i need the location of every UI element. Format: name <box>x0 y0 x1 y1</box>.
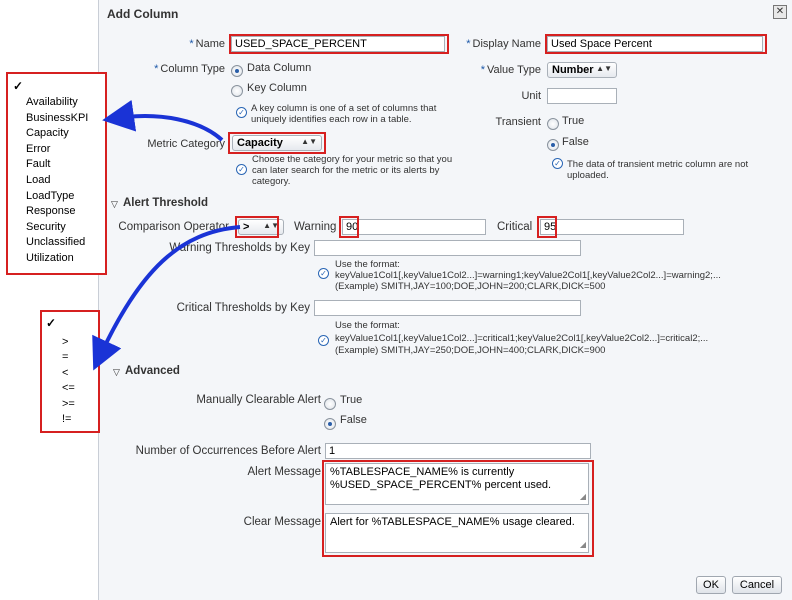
key-column-hint-2: uniquely identifies each row in a table. <box>251 114 412 125</box>
category-option[interactable]: Availability <box>26 96 78 108</box>
operator-option[interactable]: <= <box>62 382 75 394</box>
manually-clearable-false-label: False <box>340 414 367 426</box>
name-label-text: Name <box>195 38 225 50</box>
category-option[interactable]: Capacity <box>26 127 69 139</box>
warning-hint-3: (Example) SMITH,JAY=100;DOE,JOHN=200;CLARK,DICK=500 <box>335 281 606 292</box>
key-column-label: Key Column <box>247 82 307 94</box>
clear-message-label: Clear Message <box>243 516 321 528</box>
transient-hint: The data of transient metric column are not uploaded. <box>567 159 749 181</box>
category-option[interactable]: Error <box>26 143 51 155</box>
alert-message-line-1: %TABLESPACE_NAME% is currently <box>330 466 515 478</box>
updown-icon: ▲▼ <box>301 137 317 146</box>
ok-button[interactable]: OK <box>696 576 726 594</box>
operator-option[interactable]: = <box>62 351 69 363</box>
comparison-operator-value: > <box>243 221 250 233</box>
warning-hint-1: Use the format: <box>335 259 400 270</box>
metric-category-value: Capacity <box>237 137 283 149</box>
info-check-icon: ✓ <box>318 268 329 279</box>
cancel-button[interactable]: Cancel <box>732 576 782 594</box>
updown-icon: ▲▼ <box>596 64 612 73</box>
warning-label: Warning <box>294 221 337 233</box>
checkmark-icon: ✓ <box>46 316 57 330</box>
updown-icon: ▲▼ <box>263 221 279 230</box>
resize-grip-icon[interactable]: ◢ <box>579 492 586 501</box>
operator-option[interactable]: < <box>62 367 69 379</box>
display-name-label-text: Display Name <box>472 38 541 50</box>
collapse-triangle-icon[interactable]: ▽ <box>111 199 118 209</box>
checkmark-icon: ✓ <box>13 79 24 93</box>
required-marker: * <box>466 38 471 50</box>
data-column-label: Data Column <box>247 62 312 74</box>
collapse-triangle-icon[interactable]: ▽ <box>113 367 120 377</box>
info-check-icon: ✓ <box>318 335 329 346</box>
transient-label: Transient <box>495 116 541 128</box>
key-column-hint-1: A key column is one of a set of columns that <box>251 103 437 114</box>
alert-message-line-2: %USED_SPACE_PERCENT% percent used. <box>330 479 552 491</box>
metric-category-hint-3: category. <box>252 176 291 187</box>
display-name-input[interactable]: Used Space Percent <box>547 36 763 52</box>
warning-thresholds-by-key-label: Warning Thresholds by Key <box>169 242 310 254</box>
info-check-icon: ✓ <box>236 107 247 118</box>
comparison-operator-label: Comparison Operator <box>118 221 229 233</box>
metric-category-hint-1: Choose the category for your metric so that you <box>252 154 453 165</box>
category-option[interactable]: LoadType <box>26 190 75 202</box>
operator-option[interactable]: != <box>62 413 72 425</box>
resize-grip-icon[interactable]: ◢ <box>579 540 586 549</box>
name-input[interactable]: USED_SPACE_PERCENT <box>231 36 445 52</box>
value-type-value: Number <box>552 64 594 76</box>
category-option[interactable]: Load <box>26 174 51 186</box>
warning-input[interactable]: 90 <box>342 219 486 235</box>
warning-hint-2: keyValue1Col1[,keyValue1Col2...]=warning1;keyValue2Col1[,keyValue2Col2...]=warning2;... <box>335 270 721 281</box>
transient-false-label: False <box>562 136 589 148</box>
manually-clearable-true-label: True <box>340 394 363 406</box>
category-option[interactable]: Response <box>26 205 76 217</box>
critical-thresholds-by-key-label: Critical Thresholds by Key <box>176 302 310 314</box>
category-option[interactable]: Fault <box>26 158 51 170</box>
critical-hint-3: (Example) SMITH,JAY=250;DOE,JOHN=400;CLARK,DICK=900 <box>335 345 606 356</box>
info-check-icon: ✓ <box>552 158 563 169</box>
info-check-icon: ✓ <box>236 164 247 175</box>
critical-label: Critical <box>497 221 533 233</box>
required-marker: * <box>480 64 485 76</box>
occurrences-label: Number of Occurrences Before Alert <box>135 445 321 457</box>
required-marker: * <box>154 63 159 75</box>
metric-category-hint-2: can later search for the metric or its alerts by <box>252 165 440 176</box>
critical-input[interactable]: 95 <box>540 219 684 235</box>
unit-label: Unit <box>521 90 541 102</box>
category-option[interactable]: BusinessKPI <box>26 112 89 124</box>
value-type-label-text: Value Type <box>486 64 541 76</box>
alert-threshold-header[interactable]: Alert Threshold <box>123 197 208 209</box>
occurrences-input[interactable]: 1 <box>325 443 591 459</box>
alert-message-label: Alert Message <box>247 466 321 478</box>
operator-arrow <box>100 227 240 356</box>
metric-category-label: Metric Category <box>147 138 225 150</box>
advanced-header[interactable]: Advanced <box>125 365 180 377</box>
category-option[interactable]: Unclassified <box>26 236 86 248</box>
close-icon[interactable]: ✕ <box>773 5 787 19</box>
column-type-label-text: Column Type <box>160 63 225 75</box>
manually-clearable-label: Manually Clearable Alert <box>196 394 321 406</box>
dialog-title: Add Column <box>107 7 179 21</box>
operator-option[interactable]: >= <box>62 398 75 410</box>
category-option[interactable]: Utilization <box>26 252 74 264</box>
clear-message-value: Alert for %TABLESPACE_NAME% usage cleared. <box>330 516 575 528</box>
category-arrow <box>118 116 222 140</box>
operator-option[interactable]: > <box>62 336 69 348</box>
required-marker: * <box>189 38 194 50</box>
critical-hint-2: keyValue1Col1[,keyValue1Col2...]=critical1;keyValue2Col1[,keyValue2Col2...]=critical2;... <box>335 333 709 344</box>
category-option[interactable]: Security <box>26 221 66 233</box>
critical-hint-1: Use the format: <box>335 320 400 331</box>
transient-true-label: True <box>562 115 585 127</box>
